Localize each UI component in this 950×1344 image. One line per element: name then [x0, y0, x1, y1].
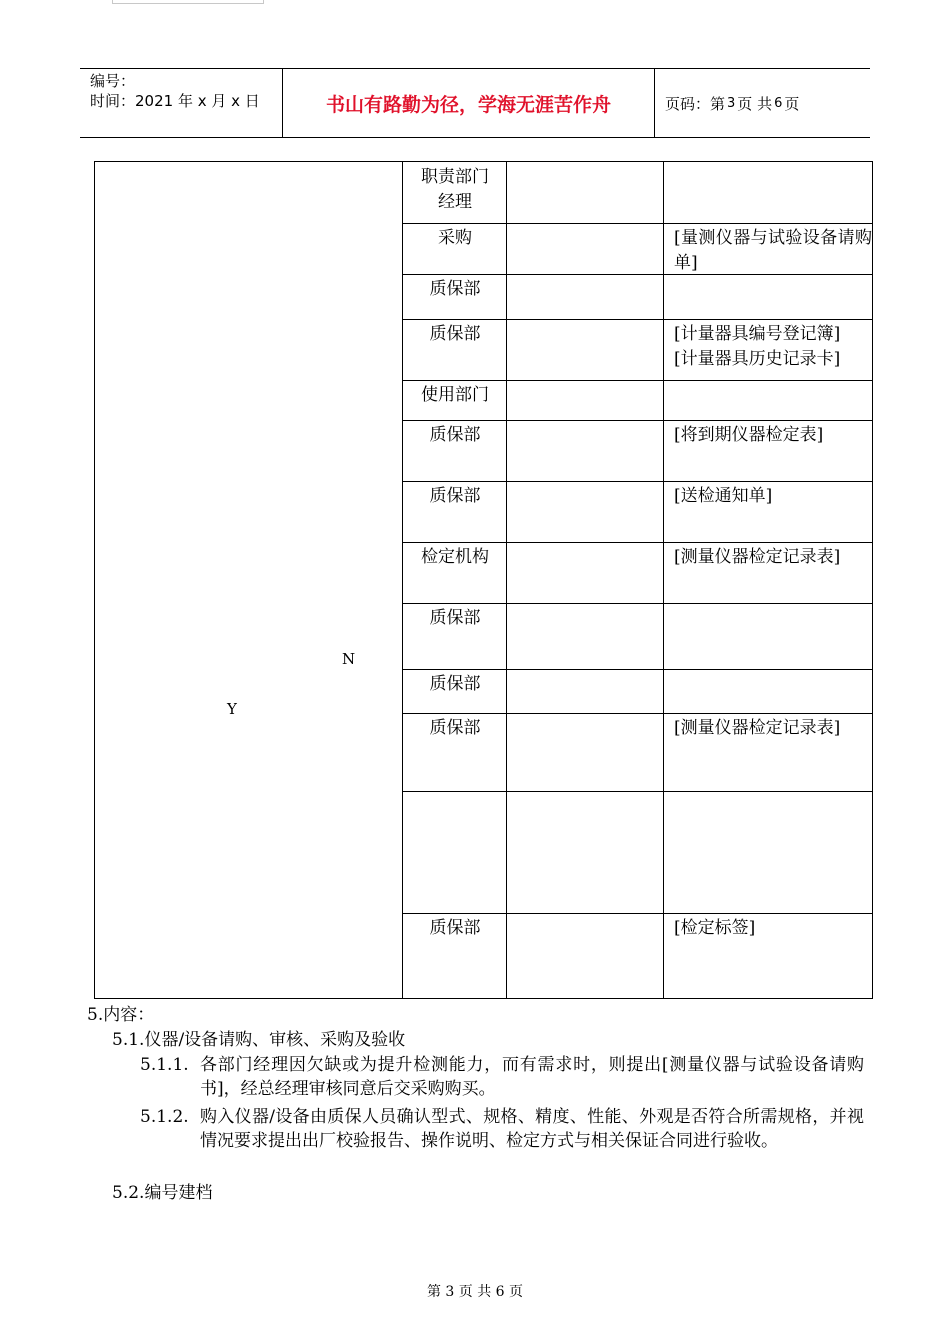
- flow-label-n: N: [342, 650, 356, 668]
- item-number: 5.1.1.: [140, 1055, 189, 1075]
- header-motto: 书山有路勤为径，学海无涯苦作舟: [283, 69, 655, 137]
- row-divider: [402, 542, 872, 543]
- row-divider: [402, 913, 872, 914]
- top-tab-decoration: [112, 0, 264, 4]
- flow-row-department: 采购: [438, 228, 472, 248]
- flow-row-record: [检定标签]: [674, 918, 756, 938]
- procedure-flow-table: [94, 161, 873, 999]
- document-number-label: 编号：: [90, 72, 136, 90]
- column-divider: [663, 162, 664, 998]
- item-5-1-2: [140, 1105, 864, 1153]
- document-date: 时间：2021 年 x 月 x 日: [90, 92, 260, 110]
- flow-row-department: 检定机构: [421, 547, 489, 567]
- item-text: 各部门经理因欠缺或为提升检测能力，而有需求时，则提出[测量仪器与试验设备请购书]，经总经理审核同意后交采购购买。: [200, 1055, 864, 1099]
- flow-row-record: [测量仪器检定记录表]: [674, 718, 841, 738]
- flow-row-record: [送检通知单]: [674, 486, 773, 506]
- page-total: 6: [774, 95, 783, 111]
- row-divider: [402, 274, 872, 275]
- flow-row-department: 质保部: [429, 486, 481, 506]
- flow-row-department: 质保部: [429, 918, 481, 938]
- page-suffix: 页: [784, 94, 800, 113]
- row-divider: [402, 481, 872, 482]
- flow-row-department: 质保部: [429, 279, 481, 299]
- flow-row-department: 使用部门: [421, 385, 489, 405]
- section-5-heading: 5.内容：: [87, 1005, 155, 1025]
- page-footer: 第 3 页 共 6 页: [426, 1284, 524, 1300]
- flow-row-department: 质保部: [429, 425, 481, 445]
- row-divider: [402, 669, 872, 670]
- item-number: 5.1.2.: [140, 1107, 189, 1127]
- item-5-1-1: [140, 1053, 864, 1101]
- section-5-1-heading: 5.1.仪器/设备请购、审核、采购及验收: [112, 1030, 406, 1050]
- header-meta: [80, 69, 283, 137]
- item-text: 购入仪器/设备由质保人员确认型式、规格、精度、性能、外观是否符合所需规格，并视情况要求提出出厂校验报告、操作说明、检定方式与相关保证合同进行验收。: [200, 1107, 864, 1151]
- page-middle: 页 共: [737, 94, 773, 113]
- flow-row-record: [计量器具编号登记簿] [计量器具历史记录卡]: [674, 324, 841, 369]
- flow-row-record: [将到期仪器检定表]: [674, 425, 824, 445]
- header-page-info: [655, 69, 870, 137]
- row-divider: [402, 420, 872, 421]
- flow-row-department: 质保部: [429, 718, 481, 738]
- page-header: [80, 68, 870, 138]
- flow-row-record: [测量仪器检定记录表]: [674, 547, 841, 567]
- row-divider: [402, 223, 872, 224]
- row-divider: [402, 380, 872, 381]
- row-divider: [402, 603, 872, 604]
- section-5-2-heading: 5.2.编号建档: [112, 1183, 213, 1203]
- flow-label-y: Y: [227, 700, 237, 718]
- flow-row-department: 质保部: [429, 674, 481, 694]
- flow-row-department: 职责部门经理: [421, 167, 489, 212]
- flow-row-department: 质保部: [429, 608, 481, 628]
- row-divider: [402, 319, 872, 320]
- row-divider: [402, 713, 872, 714]
- flow-row-department: 质保部: [429, 324, 481, 344]
- row-divider: [402, 791, 872, 792]
- page-current: 3: [727, 95, 736, 111]
- flow-row-record: [量测仪器与试验设备请购单]: [674, 228, 872, 273]
- page-prefix: 页码：第: [665, 94, 726, 113]
